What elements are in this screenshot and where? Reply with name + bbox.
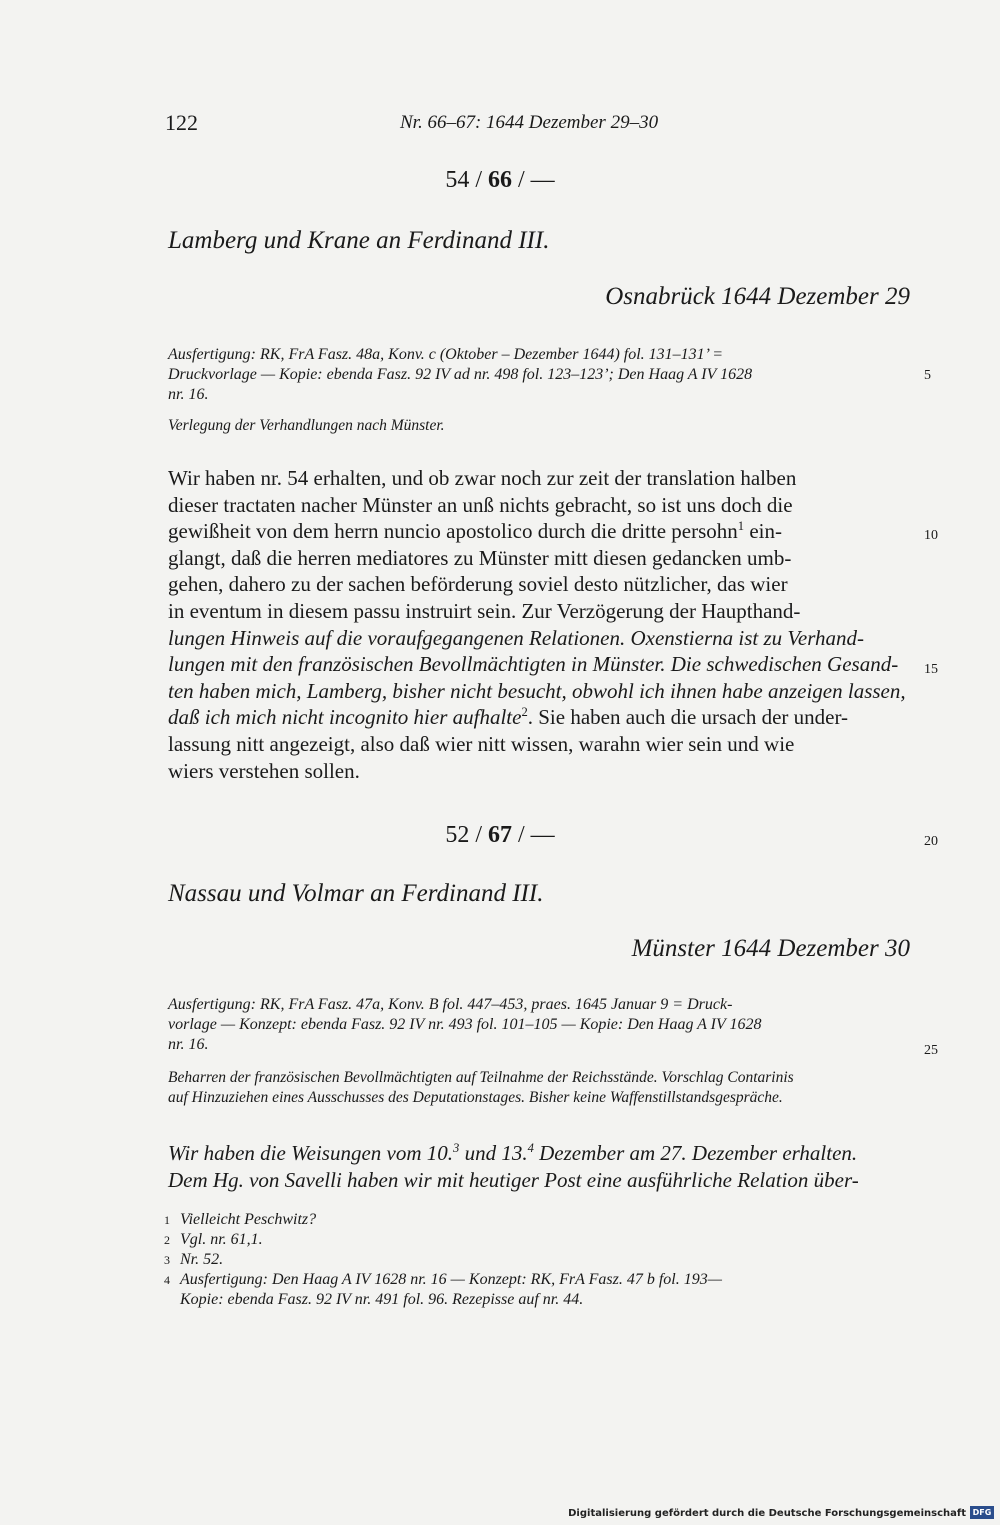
running-title: Nr. 66–67: 1644 Dezember 29–30 xyxy=(400,112,659,133)
line-number: 5 xyxy=(924,368,931,383)
dfg-logo: DFG xyxy=(970,1506,994,1519)
place-date-66: Osnabrück 1644 Dezember 29 xyxy=(605,283,910,310)
footnote xyxy=(164,1210,910,1230)
apparatus-line: nr. 16. xyxy=(168,386,209,403)
footnote-continuation: Kopie: ebenda Fasz. 92 IV nr. 491 fol. 96. Rezepisse auf nr. 44. xyxy=(180,1291,584,1308)
text-fragment: Wir haben die Weisungen vom 10. xyxy=(168,1141,454,1165)
apparatus-line: nr. 16. xyxy=(168,1036,209,1053)
text-line: in eventum in diesem passu instruirt sein. Zur Verzögerung der Haupthand- xyxy=(168,598,801,623)
document-number-right: — xyxy=(530,167,555,193)
footnote-ref: 3 xyxy=(453,1141,460,1155)
document-number-center: 67 xyxy=(488,822,512,848)
apparatus-line: Ausfertigung: RK, FrA Fasz. 48a, Konv. c (Oktober – Dezember 1644) fol. 131–131’ = xyxy=(168,346,724,363)
footnote-ref: 4 xyxy=(527,1141,534,1155)
footnote-mark: 2 xyxy=(164,1233,170,1247)
document-title-66: Lamberg und Krane an Ferdinand III. xyxy=(168,227,550,254)
text-line xyxy=(168,704,910,731)
document-number-67: 52 / 67 / — xyxy=(445,822,555,848)
summary-line: auf Hinzuziehen eines Ausschusses des Deputationstages. Bisher keine Waffenstillstandsgespräche. xyxy=(168,1089,783,1106)
footnote xyxy=(164,1270,910,1290)
apparatus-line: Druckvorlage — Kopie: ebenda Fasz. 92 IV ad nr. 498 fol. 123–123’; Den Haag A IV 1628 xyxy=(168,366,753,383)
footnote-text: Nr. 52. xyxy=(180,1251,224,1268)
footnote-text: Ausfertigung: Den Haag A IV 1628 nr. 16 — Konzept: RK, FrA Fasz. 47 b fol. 193— xyxy=(180,1271,722,1288)
text-fragment: gewißheit von dem herrn nuncio apostolico durch die dritte persohn xyxy=(168,519,738,544)
text-line: lassung nitt angezeigt, also daß wier nitt wissen, warahn wier sein und wie xyxy=(168,731,795,756)
text-line: lungen Hinweis auf die voraufgegangenen Relationen. Oxenstierna ist zu Verhand- xyxy=(168,625,865,650)
footnote-ref: 2 xyxy=(521,705,528,720)
body-text-67 xyxy=(168,1140,910,1193)
footnotes xyxy=(164,1210,910,1310)
document-number-center: 66 xyxy=(488,167,512,193)
text-line: gehen, dahero zu der sachen beförderung soviel desto nützlicher, das wier xyxy=(168,572,788,597)
text-line: glangt, daß die herren mediatores zu Münster mitt diesen gedancken umb- xyxy=(168,545,792,570)
place-date-67: Münster 1644 Dezember 30 xyxy=(631,935,910,962)
footnote xyxy=(164,1250,910,1270)
apparatus-67 xyxy=(168,995,910,1055)
text-line xyxy=(168,518,910,545)
footnote xyxy=(164,1230,910,1250)
footnote-ref: 1 xyxy=(737,519,745,534)
text-line: ten haben mich, Lamberg, bisher nicht besucht, obwohl ich ihnen habe anzeigen lassen, xyxy=(168,678,906,703)
document-number-66: 54 / 66 / — xyxy=(445,167,555,193)
footnote-text: Vielleicht Peschwitz? xyxy=(180,1211,317,1228)
line-number: 20 xyxy=(924,834,938,849)
document-number-left: 52 xyxy=(445,822,470,848)
text-line: lungen mit den französischen Bevollmächtigten in Münster. Die schwedischen Gesand- xyxy=(168,652,899,677)
body-text-66 xyxy=(168,465,910,784)
footnote-mark: 3 xyxy=(164,1253,170,1267)
text-fragment: und 13. xyxy=(459,1141,528,1165)
page-number: 122 xyxy=(165,110,198,135)
summary-67 xyxy=(168,1068,910,1108)
funding-notice: Digitalisierung gefördert durch die Deutsche Forschungsgemeinschaft xyxy=(568,1508,966,1519)
document-title-67: Nassau und Volmar an Ferdinand III. xyxy=(168,880,544,907)
summary-66: Verlegung der Verhandlungen nach Münster. xyxy=(168,417,445,434)
text-line: Wir haben nr. 54 erhalten, und ob zwar noch zur zeit der translation halben xyxy=(168,466,797,490)
document-number-right: — xyxy=(530,822,555,848)
text-fragment: . Sie haben auch die ursach der under- xyxy=(527,705,849,730)
summary-line: Beharren der französischen Bevollmächtigten auf Teilnahme der Reichsstände. Vorschlag Contarinis xyxy=(168,1069,794,1086)
line-number: 10 xyxy=(924,528,938,543)
footnote-text: Vgl. nr. 61,1. xyxy=(180,1231,263,1248)
text-line: Dem Hg. von Savelli haben wir mit heutiger Post eine ausführliche Relation über- xyxy=(168,1167,859,1192)
apparatus-line: Ausfertigung: RK, FrA Fasz. 47a, Konv. B fol. 447–453, praes. 1645 Januar 9 = Druck- xyxy=(168,996,733,1013)
apparatus-66 xyxy=(168,345,910,405)
text-fragment: ein- xyxy=(744,519,782,544)
text-line xyxy=(168,1140,910,1167)
footnote-mark: 1 xyxy=(164,1213,170,1227)
line-number: 15 xyxy=(924,662,938,677)
text-fragment: daß ich mich nicht incognito hier aufhalte xyxy=(168,705,522,730)
text-fragment: Dezember am 27. Dezember erhalten. xyxy=(533,1141,858,1165)
document-number-left: 54 xyxy=(445,167,470,193)
text-line: dieser tractaten nacher Münster an unß nichts gebracht, so ist uns doch die xyxy=(168,492,793,517)
apparatus-line: vorlage — Konzept: ebenda Fasz. 92 IV nr. 493 fol. 101–105 — Kopie: Den Haag A IV 1628 xyxy=(168,1016,762,1033)
line-number: 25 xyxy=(924,1043,938,1058)
footnote-mark: 4 xyxy=(164,1273,170,1287)
text-line: wiers verstehen sollen. xyxy=(168,758,360,783)
